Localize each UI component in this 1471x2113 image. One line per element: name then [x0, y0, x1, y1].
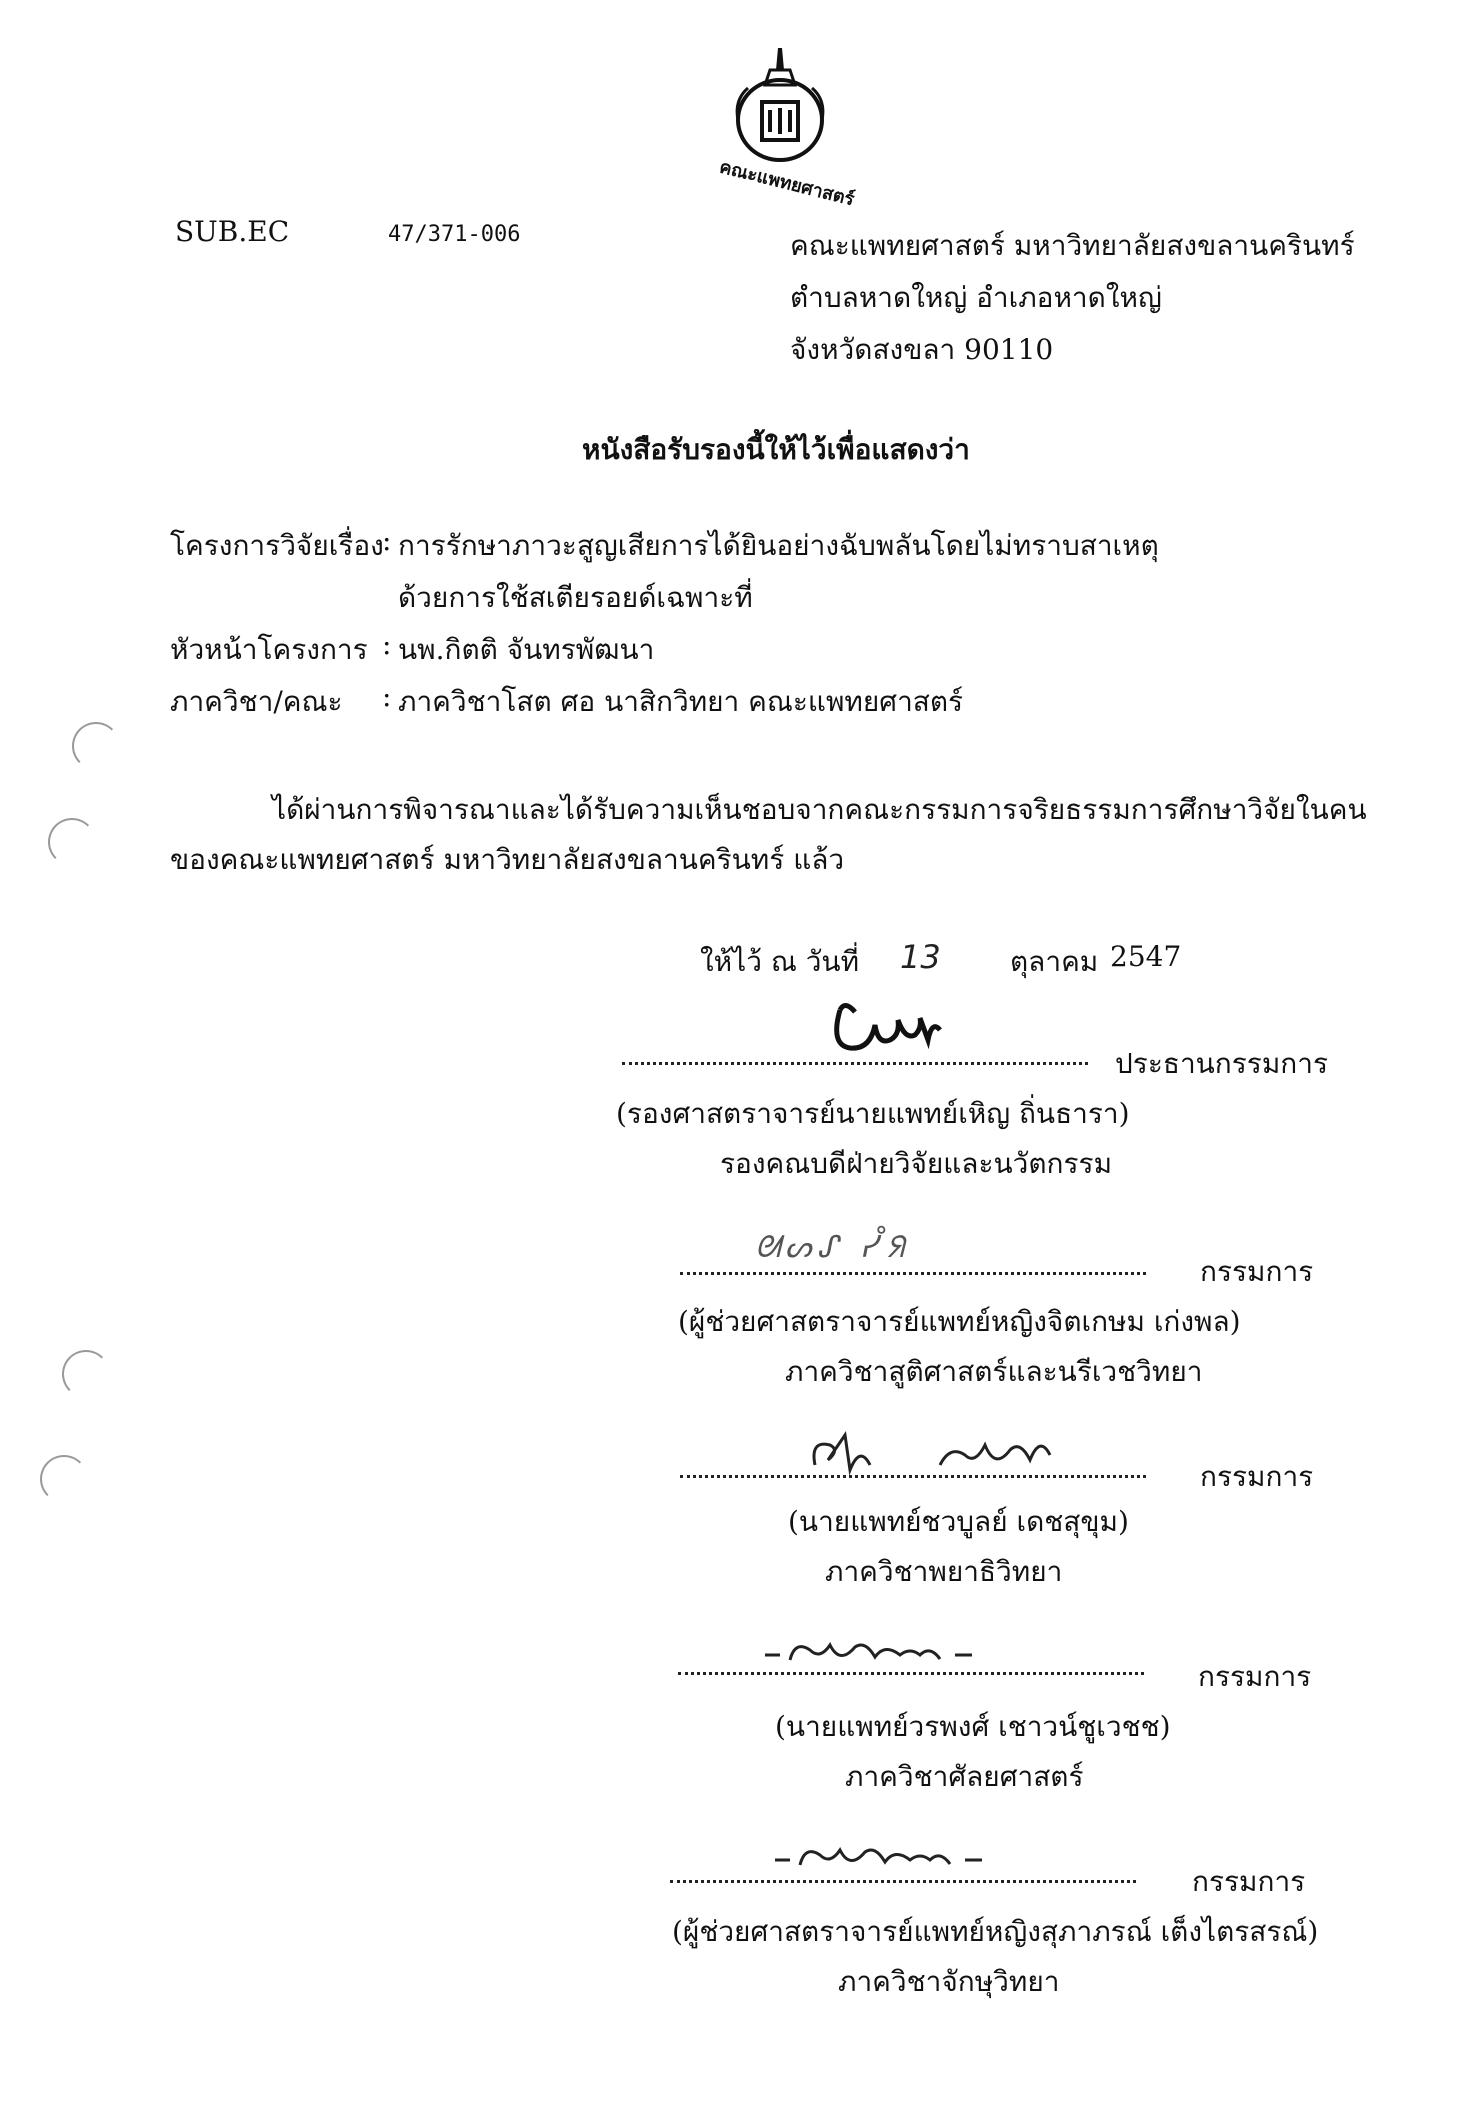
date-day-handwritten: 13: [900, 938, 941, 976]
address-line-2: ตำบลหาดใหญ่ อำเภอหาดใหญ่: [790, 281, 1162, 314]
ref-code: SUB.EC: [175, 215, 290, 248]
colon-project: :: [382, 524, 392, 557]
address-line-3: จังหวัดสงขลา 90110: [790, 333, 1054, 366]
signatory-name-2: (ผู้ช่วยศาสตราจารย์แพทย์หญิงจิตเกษม เก่งพล): [678, 1305, 1241, 1338]
punch-hole-mark: [48, 818, 96, 866]
signature-member-4: [770, 1830, 1010, 1880]
value-head: นพ.กิตติ จันทรพัฒนา: [398, 633, 655, 666]
value-project-line-1: การรักษาภาวะสูญเสียการได้ยินอย่างฉับพลันโดยไม่ทราบสาเหตุ: [398, 529, 1159, 562]
role-2: กรรมการ: [1200, 1255, 1314, 1288]
punch-hole-mark: [72, 722, 120, 770]
role-3: กรรมการ: [1200, 1460, 1314, 1493]
label-dept: ภาควิชา/คณะ: [170, 685, 343, 718]
signature-line-5: [670, 1880, 1136, 1883]
signature-line-2: [680, 1272, 1146, 1275]
signatory-name-1: (รองศาสตราจารย์นายแพทย์เหิญ ถิ่นธารา): [616, 1097, 1130, 1130]
signatory-name-3: (นายแพทย์ชวบูลย์ เดชสุขุม): [788, 1505, 1129, 1538]
certificate-title: หนังสือรับรองนี้ให้ไว้เพื่อแสดงว่า: [582, 433, 970, 466]
colon-head: :: [382, 628, 392, 661]
date-month: ตุลาคม: [1010, 945, 1099, 978]
value-project-line-2: ด้วยการใช้สเตียรอยด์เฉพาะที่: [398, 581, 753, 614]
signatory-name-5: (ผู้ช่วยศาสตราจารย์แพทย์หญิงสุภาภรณ์ เต็งไตรสรณ์): [672, 1915, 1319, 1948]
signatory-position-1: รองคณบดีฝ่ายวิจัยและนวัตกรรม: [720, 1147, 1113, 1180]
signature-member-3: [760, 1625, 1000, 1675]
label-project: โครงการวิจัยเรื่อง: [170, 529, 384, 562]
signature-line-4: [678, 1672, 1144, 1675]
signatory-position-4: ภาควิชาศัลยศาสตร์: [845, 1760, 1084, 1793]
address-line-1: คณะแพทยศาสตร์ มหาวิทยาลัยสงขลานครินทร์: [790, 229, 1355, 262]
signature-member-1: ᘛᔕᔑ ᓮᖆ: [755, 1230, 911, 1265]
body-line-2: ของคณะแพทยศาสตร์ มหาวิทยาลัยสงขลานครินทร์ แล้ว: [170, 843, 845, 876]
punch-hole-mark: [40, 1455, 88, 1503]
role-1: ประธานกรรมการ: [1115, 1047, 1329, 1080]
label-head: หัวหน้าโครงการ: [170, 633, 368, 666]
signature-line-3: [680, 1475, 1146, 1478]
role-5: กรรมการ: [1192, 1865, 1306, 1898]
faculty-seal: [700, 40, 860, 210]
punch-hole-mark: [62, 1350, 110, 1398]
signatory-position-3: ภาควิชาพยาธิวิทยา: [825, 1555, 1063, 1588]
date-prefix: ให้ไว้ ณ วันที่: [700, 945, 860, 978]
signature-line-1: [622, 1062, 1088, 1065]
value-dept: ภาควิชาโสต ศอ นาสิกวิทยา คณะแพทยศาสตร์: [398, 685, 964, 718]
signature-chair: [820, 990, 950, 1060]
date-year: 2547: [1110, 940, 1182, 973]
seal-text: คณะแพทยศาสตร์: [717, 156, 857, 211]
signatory-name-4: (นายแพทย์วรพงศ์ เชาวน์ชูเวชช): [775, 1710, 1171, 1743]
document-number: 47/371-006: [388, 222, 521, 247]
body-line-1: ได้ผ่านการพิจารณาและได้รับความเห็นชอบจากคณะกรรมการจริยธรรมการศึกษาวิจัยในคน: [272, 793, 1367, 826]
colon-dept: :: [382, 680, 392, 713]
signatory-position-5: ภาควิชาจักษุวิทยา: [838, 1965, 1060, 1998]
signatory-position-2: ภาควิชาสูติศาสตร์และนรีเวชวิทยา: [785, 1355, 1203, 1388]
role-4: กรรมการ: [1198, 1660, 1312, 1693]
